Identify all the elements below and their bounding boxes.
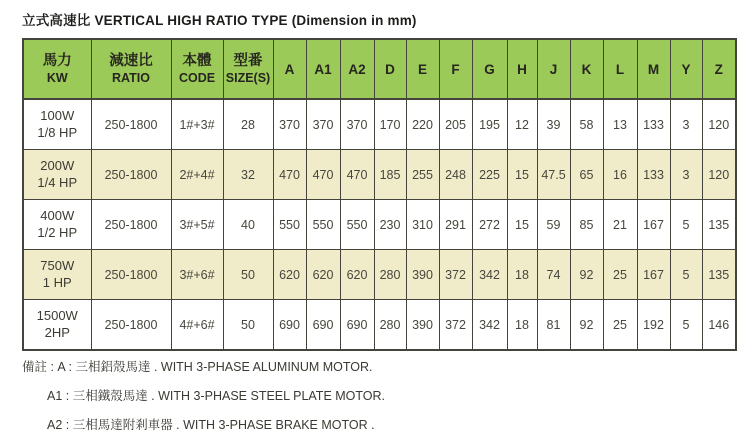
table-cell: 372 [439,300,472,351]
table-cell: 1#+3# [171,99,223,150]
table-row [23,200,736,250]
table-cell: 342 [472,300,507,351]
column-header [91,39,171,99]
table-cell: 250-1800 [91,200,171,250]
table-cell: 470 [273,150,306,200]
power-hp: 1/8 HP [37,124,78,140]
power-cell [23,250,91,300]
table-cell: 5 [670,300,702,351]
table-cell: 195 [472,99,507,150]
column-header [223,39,273,99]
table-cell: 120 [702,99,736,150]
table-cell: 250-1800 [91,250,171,300]
table-cell: 135 [702,200,736,250]
column-header [273,39,306,99]
table-cell: 3#+6# [171,250,223,300]
table-cell: 550 [340,200,374,250]
table-cell: 40 [223,200,273,250]
column-header-letter: M [647,61,660,77]
column-header-zh: 本體 [182,53,212,70]
table-cell: 5 [670,250,702,300]
column-header [23,39,91,99]
table-cell: 291 [439,200,472,250]
table-cell: 620 [306,250,340,300]
table-cell: 690 [340,300,374,351]
table-cell: 372 [439,250,472,300]
table-cell: 167 [637,200,670,250]
column-header-en: RATIO [112,70,150,85]
table-cell: 92 [570,300,603,351]
table-cell: 5 [670,200,702,250]
column-header-letter: G [484,61,495,77]
table-cell: 550 [273,200,306,250]
table-cell: 15 [507,200,537,250]
column-header [374,39,406,99]
table-cell: 370 [273,99,306,150]
table-cell: 390 [406,250,439,300]
column-header-letter: Y [681,61,691,77]
table-cell: 65 [570,150,603,200]
table-cell: 133 [637,150,670,200]
power-watts: 400W [40,207,75,223]
table-row [23,150,736,200]
column-header-en: KW [46,70,68,85]
table-cell: 16 [603,150,637,200]
column-header-letter: A2 [348,61,366,77]
table-cell: 135 [702,250,736,300]
column-header-en: SIZE(S) [225,70,271,85]
column-header [472,39,507,99]
table-cell: 85 [570,200,603,250]
table-cell: 230 [374,200,406,250]
column-header [603,39,637,99]
column-header-letter: J [549,61,558,77]
table-cell: 470 [340,150,374,200]
column-header [537,39,570,99]
table-cell: 120 [702,150,736,200]
power-cell [23,99,91,150]
notes-block [22,353,385,440]
table-row [23,300,736,351]
table-cell: 220 [406,99,439,150]
spec-table [22,38,737,351]
table-cell: 18 [507,250,537,300]
table-row [23,250,736,300]
table-cell: 18 [507,300,537,351]
note-a: 備註 : A : 三相鋁殼馬達 . WITH 3-PHASE ALUMINUM MOTOR. [22,360,373,374]
power-watts: 750W [40,257,75,273]
column-header-zh: 馬力 [42,53,72,70]
column-header-letter: H [517,61,527,77]
table-cell: 225 [472,150,507,200]
table-cell: 390 [406,300,439,351]
table-cell: 250-1800 [91,300,171,351]
column-header-letter: F [451,61,460,77]
table-cell: 370 [306,99,340,150]
column-header-zh: 減速比 [109,53,153,70]
column-header-zh: 型番 [233,53,263,70]
power-hp: 2HP [44,324,70,340]
table-row [23,99,736,150]
table-cell: 170 [374,99,406,150]
column-header [406,39,439,99]
power-watts: 100W [40,107,75,123]
power-watts: 1500W [36,307,78,323]
column-header-letter: K [581,61,592,77]
table-cell: 690 [306,300,340,351]
table-cell: 620 [340,250,374,300]
column-header-letter: L [615,61,625,77]
header-row [23,39,736,99]
table-cell: 3 [670,150,702,200]
table-cell: 58 [570,99,603,150]
table-cell: 146 [702,300,736,351]
table-cell: 250-1800 [91,150,171,200]
table-cell: 250-1800 [91,99,171,150]
table-cell: 370 [340,99,374,150]
column-header-letter: Z [714,61,723,77]
table-cell: 248 [439,150,472,200]
table-cell: 205 [439,99,472,150]
column-header [670,39,702,99]
table-cell: 28 [223,99,273,150]
table-cell: 3#+5# [171,200,223,250]
table-cell: 310 [406,200,439,250]
power-hp: 1 HP [42,274,72,290]
table-cell: 3 [670,99,702,150]
column-header [570,39,603,99]
table-cell: 32 [223,150,273,200]
note-a2: A2 : 三相馬達附剎車器 . WITH 3-PHASE BRAKE MOTOR . [47,418,375,432]
table-cell: 342 [472,250,507,300]
table-cell: 133 [637,99,670,150]
column-header [702,39,736,99]
table-cell: 50 [223,300,273,351]
power-cell [23,300,91,351]
table-cell: 81 [537,300,570,351]
power-cell [23,150,91,200]
page-title: 立式高速比 VERTICAL HIGH RATIO TYPE (Dimension in mm) [22,13,417,28]
column-header [507,39,537,99]
power-cell [23,200,91,250]
table-cell: 280 [374,300,406,351]
table-cell: 92 [570,250,603,300]
table-cell: 21 [603,200,637,250]
table-cell: 39 [537,99,570,150]
column-header [439,39,472,99]
column-header-letter: A [284,61,295,77]
table-cell: 272 [472,200,507,250]
table-body [23,99,736,350]
power-hp: 1/4 HP [37,174,78,190]
table-cell: 25 [603,300,637,351]
column-header-letter: E [417,61,427,77]
table-cell: 185 [374,150,406,200]
table-cell: 25 [603,250,637,300]
table-cell: 15 [507,150,537,200]
column-header-letter: A1 [314,61,332,77]
power-watts: 200W [40,157,75,173]
table-cell: 550 [306,200,340,250]
table-cell: 2#+4# [171,150,223,200]
table-cell: 192 [637,300,670,351]
power-hp: 1/2 HP [37,224,78,240]
note-a1: A1 : 三相鐵殼馬達 . WITH 3-PHASE STEEL PLATE MOTOR. [47,389,386,403]
table-cell: 50 [223,250,273,300]
table-cell: 12 [507,99,537,150]
table-cell: 690 [273,300,306,351]
table-cell: 74 [537,250,570,300]
column-header-letter: D [385,61,395,77]
table-cell: 470 [306,150,340,200]
table-cell: 620 [273,250,306,300]
table-cell: 13 [603,99,637,150]
column-header-en: CODE [178,70,216,85]
table-header [23,39,736,99]
table-cell: 280 [374,250,406,300]
column-header [306,39,340,99]
table-cell: 167 [637,250,670,300]
column-header [340,39,374,99]
column-header [171,39,223,99]
column-header [637,39,670,99]
table-cell: 4#+6# [171,300,223,351]
table-cell: 255 [406,150,439,200]
table-cell: 47.5 [537,150,570,200]
table-cell: 59 [537,200,570,250]
